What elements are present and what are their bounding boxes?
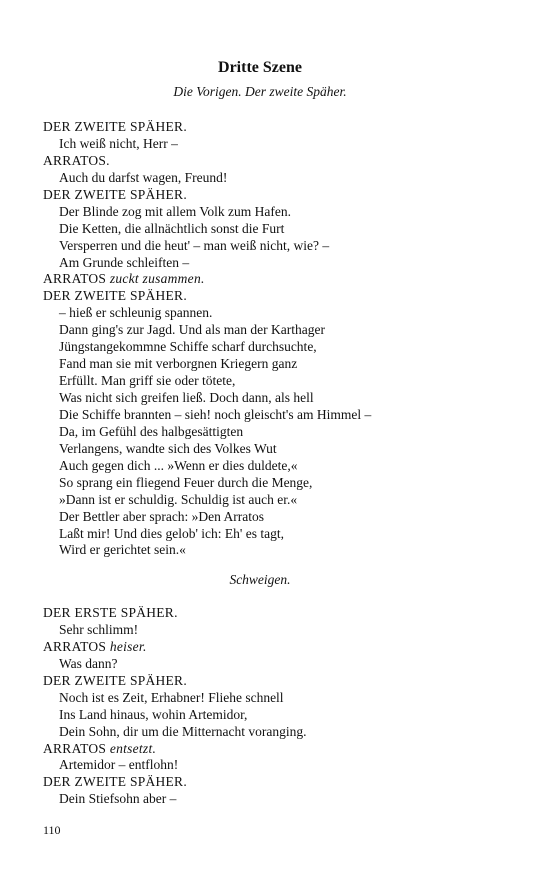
verse-line [43, 407, 513, 424]
verse-text: Jüngstangekommne Schiffe scharf durchsuchte, [59, 339, 317, 355]
dialogue-block-2 [43, 605, 513, 808]
speaker-line [43, 639, 513, 656]
verse-text: Der Blinde zog mit allem Volk zum Hafen. [59, 203, 291, 219]
verse-line [43, 339, 513, 356]
verse-text: »Dann ist er schuldig. Schuldig ist auch er.« [59, 491, 298, 507]
verse-line [43, 136, 513, 153]
scene-title: Dritte Szene [218, 59, 302, 76]
verse-line [43, 305, 513, 322]
verse-line [43, 390, 513, 407]
verse-text: Sehr schlimm! [59, 621, 139, 637]
verse-line [43, 690, 513, 707]
verse-text: Der Bettler aber sprach: »Den Arratos [59, 508, 265, 524]
speaker-line [43, 605, 513, 622]
speaker-name: ARRATOS [43, 638, 107, 654]
dialogue-block-1 [43, 119, 513, 559]
verse-text: Was nicht sich greifen ließ. Doch dann, als hell [59, 390, 314, 405]
verse-text: Auch du darfst wagen, Freund! [59, 169, 228, 185]
verse-line [43, 509, 513, 526]
scene-subtitle: Die Vorigen. Der zweite Späher. [173, 84, 347, 99]
verse-line [43, 322, 513, 339]
verse-text: Noch ist es Zeit, Erhabner! Fliehe schnell [59, 689, 284, 705]
stage-direction: heiser. [109, 638, 147, 654]
verse-line [43, 622, 513, 639]
book-page [43, 0, 513, 880]
verse-text: Dein Sohn, dir um die Mitternacht voranging. [59, 723, 307, 739]
speaker-name: DER ZWEITE SPÄHER. [43, 119, 187, 134]
speaker-name: ARRATOS [43, 740, 107, 756]
verse-text: Die Schiffe brannten – sieh! noch gleischt's am Himmel – [59, 406, 372, 422]
verse-line [43, 707, 513, 724]
verse-line [43, 204, 513, 221]
speaker-name: DER ZWEITE SPÄHER. [43, 186, 187, 202]
verse-line [43, 356, 513, 373]
speaker-line [43, 288, 513, 305]
stage-direction: zuckt zusammen. [109, 271, 205, 287]
verse-line [43, 441, 513, 458]
verse-line [43, 170, 513, 187]
verse-text: Ins Land hinaus, wohin Artemidor, [59, 706, 248, 722]
verse-text: So sprang ein fliegend Feuer durch die Menge, [59, 474, 313, 490]
verse-line [43, 238, 513, 255]
verse-text: Was dann? [59, 655, 118, 671]
verse-text: Am Grunde schleiften – [59, 254, 190, 270]
speaker-name: DER ZWEITE SPÄHER. [43, 672, 187, 688]
verse-line [43, 424, 513, 441]
speaker-line [43, 673, 513, 690]
verse-line [43, 492, 513, 509]
verse-text: Ich weiß nicht, Herr – [59, 135, 178, 151]
speaker-name: DER ZWEITE SPÄHER. [43, 288, 187, 304]
verse-line [43, 373, 513, 390]
verse-line [43, 475, 513, 492]
verse-text: Artemidor – entflohn! [59, 757, 179, 773]
verse-text: Laßt mir! Und dies gelob' ich: Eh' es tagt, [59, 525, 284, 541]
verse-line [43, 791, 513, 808]
speaker-line [43, 741, 513, 758]
speaker-name: ARRATOS [43, 271, 107, 287]
verse-text: Auch gegen dich ... »Wenn er dies duldete,« [59, 457, 298, 473]
page-number: 110 [43, 823, 61, 837]
stage-direction: entsetzt. [109, 740, 157, 756]
verse-text: Wird er gerichtet sein.« [59, 542, 186, 558]
verse-line [43, 656, 513, 673]
speaker-name: ARRATOS. [43, 152, 110, 168]
verse-text: Verlangens, wandte sich des Volkes Wut [59, 440, 277, 456]
verse-line [43, 757, 513, 774]
verse-text: Fand man sie mit verborgnen Kriegern ganz [59, 356, 298, 372]
verse-text: Dein Stiefsohn aber – [59, 791, 177, 807]
verse-line [43, 526, 513, 543]
verse-line [43, 221, 513, 238]
verse-text: Die Ketten, die allnächtlich sonst die Furt [59, 220, 285, 236]
speaker-name: DER ERSTE SPÄHER. [43, 605, 178, 620]
verse-text: – hieß er schleunig spannen. [59, 305, 213, 321]
stage-direction-center: Schweigen. [229, 572, 291, 587]
speaker-name: DER ZWEITE SPÄHER. [43, 774, 187, 790]
speaker-line [43, 119, 513, 136]
speaker-line [43, 187, 513, 204]
verse-line [43, 458, 513, 475]
verse-text: Erfüllt. Man griff sie oder tötete, [59, 373, 236, 389]
verse-line [43, 542, 513, 559]
verse-text: Dann ging's zur Jagd. Und als man der Karthager [59, 322, 325, 338]
verse-line [43, 255, 513, 272]
verse-line [43, 724, 513, 741]
speaker-line [43, 153, 513, 170]
verse-text: Da, im Gefühl des halbgesättigten [59, 423, 244, 439]
speaker-line [43, 774, 513, 791]
verse-text: Versperren und die heut' – man weiß nicht, wie? – [59, 237, 330, 253]
speaker-line [43, 271, 513, 288]
